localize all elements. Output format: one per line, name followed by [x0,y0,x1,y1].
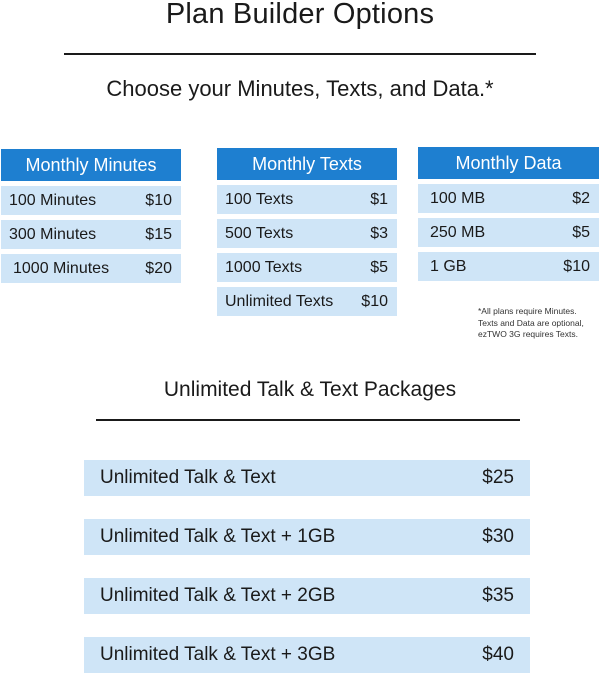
option-price: $5 [370,258,388,276]
option-label: 300 Minutes [9,225,97,243]
footnote-line: Texts and Data are optional, [478,317,584,328]
packages-divider [96,419,520,421]
option-price: $3 [370,224,388,242]
plan-option-row[interactable] [418,184,599,213]
package-price: $40 [482,644,514,665]
option-label: 100 MB [430,189,486,207]
plan-option-row[interactable] [217,287,397,316]
monthly-data-card [418,147,599,281]
package-label: Unlimited Talk & Text [100,467,276,488]
option-label: 1000 Texts [225,258,303,276]
option-label: 1 GB [430,257,467,275]
option-label: 250 MB [430,223,486,241]
plan-option-row[interactable] [1,254,181,283]
option-price: $10 [563,257,590,275]
package-price: $30 [482,526,514,547]
package-label: Unlimited Talk & Text + 2GB [100,585,336,606]
package-price: $25 [482,467,514,488]
package-label: Unlimited Talk & Text + 1GB [100,526,336,547]
page-title: Plan Builder Options [165,0,435,30]
option-price: $5 [572,223,590,241]
monthly-texts-card [217,148,397,316]
package-row[interactable] [84,637,530,673]
option-label: 500 Texts [225,224,294,242]
card-header: Monthly Data [418,147,599,179]
package-price: $35 [482,585,514,606]
option-price: $10 [361,292,388,310]
package-label: Unlimited Talk & Text + 3GB [100,644,336,665]
package-row[interactable] [84,578,530,614]
card-header: Monthly Texts [217,148,397,180]
packages-title: Unlimited Talk & Text Packages [163,378,457,401]
plan-option-row[interactable] [217,185,397,214]
option-label: 100 Minutes [9,191,97,209]
plans-footnote [478,306,600,341]
option-label: 100 Texts [225,190,294,208]
option-price: $15 [145,225,172,243]
option-label: 1000 Minutes [13,259,110,277]
option-price: $1 [370,190,388,208]
plan-option-row[interactable] [1,186,181,215]
title-divider [64,53,536,55]
plan-option-row[interactable] [418,252,599,281]
footnote-line: ezTWO 3G requires Texts. [478,329,578,339]
package-row[interactable] [84,519,530,555]
monthly-minutes-card [1,149,181,283]
option-label: Unlimited Texts [225,292,334,310]
plan-option-row[interactable] [418,218,599,247]
option-price: $20 [145,259,172,277]
page-subtitle: Choose your Minutes, Texts, and Data.* [106,76,494,101]
footnote-line: *All plans require Minutes. [478,306,577,316]
option-price: $2 [572,189,590,207]
package-row[interactable] [84,460,530,496]
option-price: $10 [145,191,172,209]
plan-option-row[interactable] [1,220,181,249]
card-header: Monthly Minutes [1,149,181,181]
plan-option-row[interactable] [217,253,397,282]
plan-option-row[interactable] [217,219,397,248]
